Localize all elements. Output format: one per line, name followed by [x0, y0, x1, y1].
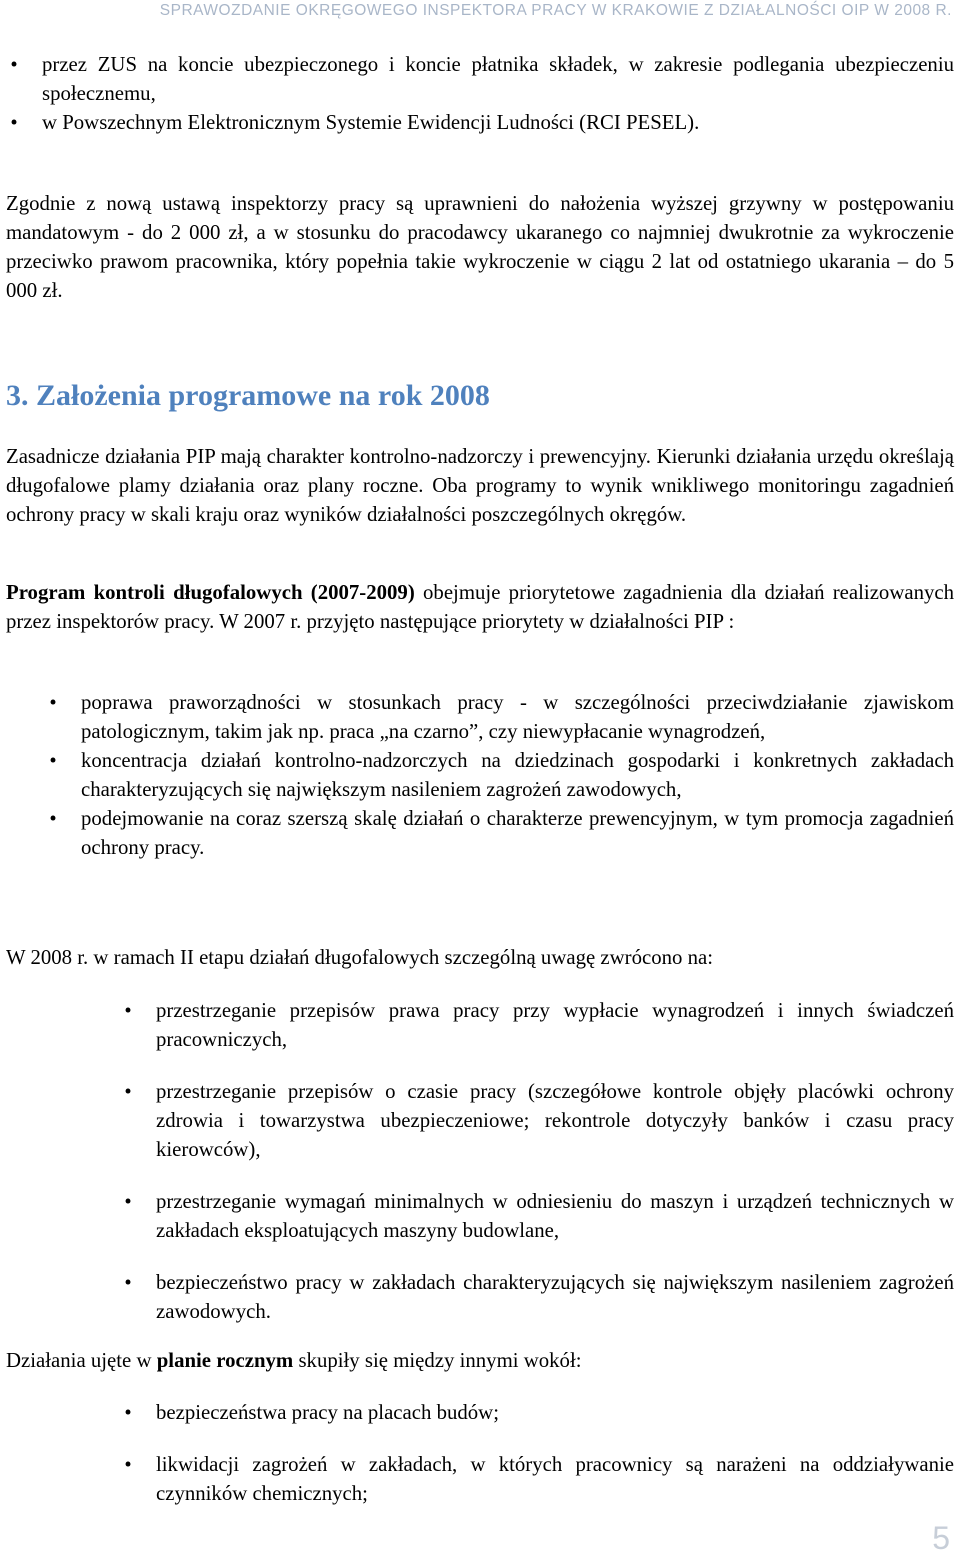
list-item: • przestrzeganie przepisów o czasie pracy (szczegółowe kontrole objęły placówki ochrony zdrowia i towarzystwa ubezpieczeniowe; rekontrole dotyczyły banków i czasu pracy kierowców), [156, 1077, 954, 1164]
list-item: • bezpieczeństwo pracy w zakładach charakteryzujących się największym nasileniem zagrożeń zawodowych. [156, 1268, 954, 1326]
bullet-icon: • [124, 1401, 132, 1424]
bullet-icon: • [49, 691, 57, 714]
paragraph-program [6, 578, 954, 636]
paragraph-fines: Zgodnie z nową ustawą inspektorzy pracy są uprawnieni do nałożenia wyższej grzywny w postępowaniu mandatowym - do 2 000 zł, a w stosunku do pracodawcy ukaranego co najmniej dwukrotnie za wykroczenie przeciwko prawom pracownika, który popełnia takie wykroczenie w ciągu 2 lat od ostatniego ukarania – do 5 000 zł. [6, 192, 954, 302]
bullet-icon: • [10, 53, 18, 76]
annual-plan-term: planie rocznym [156, 1349, 294, 1372]
bullet-icon: • [49, 749, 57, 772]
priority-list [49, 688, 954, 862]
top-list-block [10, 50, 954, 137]
bullet-icon: • [124, 1190, 132, 1213]
list-item: • likwidacji zagrożeń w zakładach, w których pracownicy są narażeni na oddziaływanie czynników chemicznych; [156, 1450, 954, 1508]
running-header: SPRAWOZDANIE OKRĘGOWEGO INSPEKTORA PRACY W KRAKOWIE Z DZIAŁALNOŚCI OIP W 2008 R. [159, 2, 952, 19]
paragraph-basic: Zasadnicze działania PIP mają charakter kontrolno-nadzorczy i prewencyjny. Kierunki działania urzędu określają długofalowe plamy działania oraz plany roczne. Oba programy to wynik wnikliwego monitoringu zagadnień ochrony pracy w skali kraju oraz wyników działalności poszczególnych okręgów. [6, 445, 954, 526]
focus-list [124, 996, 954, 1326]
section-heading: 3. Założenia programowe na rok 2008 [6, 379, 490, 412]
paragraph-2008: W 2008 r. w ramach II etapu działań długofalowych szczególną uwagę zwrócono na: [6, 946, 714, 969]
bullet-icon: • [124, 1080, 132, 1103]
page-number: 5 [932, 1520, 950, 1556]
list-item: • koncentracja działań kontrolno-nadzorczych na dziedzinach gospodarki i konkretnych zakładach charakteryzujących się największym nasileniem zagrożeń zawodowych, [81, 746, 954, 804]
priority-list-block [49, 688, 954, 862]
bullet-icon: • [124, 999, 132, 1022]
focus-list-block [124, 996, 954, 1326]
bullet-icon: • [124, 1271, 132, 1294]
bullet-icon: • [10, 111, 18, 134]
bullet-icon: • [49, 807, 57, 830]
program-text: obejmuje priorytetowe zagadnienia dla działań realizowanych przez inspektorów pracy. W 2007 r. przyjęto następujące priorytety w działalności PIP : [6, 581, 954, 633]
list-item: • bezpieczeństwa pracy na placach budów; [156, 1398, 954, 1427]
annual-list-block [124, 1398, 954, 1508]
list-item: • przez ZUS na koncie ubezpieczonego i koncie płatnika składek, w zakresie podlegania ubezpieczeniu społecznemu, [42, 50, 954, 108]
top-list [10, 50, 954, 137]
list-item: • przestrzeganie przepisów prawa pracy przy wypłacie wynagrodzeń i innych świadczeń pracowniczych, [156, 996, 954, 1054]
list-item: • przestrzeganie wymagań minimalnych w odniesieniu do maszyn i urządzeń technicznych w zakładach eksploatujących maszyny budowlane, [156, 1187, 954, 1245]
list-item: • podejmowanie na coraz szerszą skalę działań o charakterze prewencyjnym, w tym promocja zagadnień ochrony pracy. [81, 804, 954, 862]
annual-list [124, 1398, 954, 1508]
bullet-icon: • [124, 1453, 132, 1476]
list-item: • w Powszechnym Elektronicznym Systemie Ewidencji Ludności (RCI PESEL). [42, 108, 954, 137]
paragraph-annual: Działania ujęte w planie rocznym skupiły się między innymi wokół: [6, 1349, 582, 1372]
list-item: • poprawa praworządności w stosunkach pracy - w szczególności przeciwdziałanie zjawiskom patologicznym, takim jak np. praca „na czarno”, czy niewypłacanie wynagrodzeń, [81, 688, 954, 746]
program-title: Program kontroli długofalowych (2007-2009) [6, 581, 415, 604]
